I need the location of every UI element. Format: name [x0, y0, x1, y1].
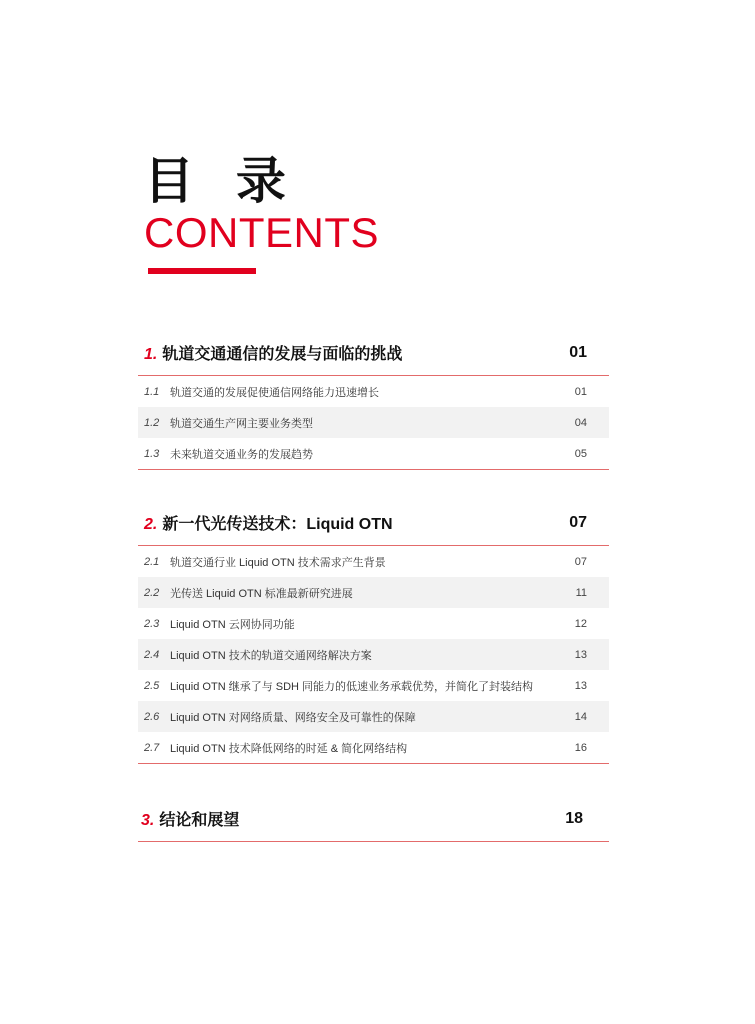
- toc-entry[interactable]: [138, 577, 609, 608]
- title-underline-bar: [148, 268, 256, 274]
- toc-entry[interactable]: [138, 546, 609, 577]
- entry-title: 轨道交通生产网主要业务类型: [170, 417, 313, 430]
- entry-title: Liquid OTN 对网络质量、网络安全及可靠性的保障: [170, 711, 416, 724]
- section-heading[interactable]: [138, 500, 609, 546]
- section-number: 2.: [144, 516, 158, 533]
- section-number: 3.: [141, 812, 155, 829]
- section-title: 新一代光传送技术：Liquid OTN: [162, 516, 393, 533]
- section-page: 07: [569, 513, 587, 531]
- entry-number: 1.3: [144, 447, 160, 460]
- toc-entry[interactable]: [138, 407, 609, 438]
- entry-page: 05: [574, 447, 587, 460]
- entry-number: 2.6: [144, 710, 160, 723]
- toc-title-english: CONTENTS: [144, 209, 379, 256]
- section-number: 1.: [144, 346, 158, 363]
- toc-entry[interactable]: [138, 670, 609, 701]
- entry-page: 13: [574, 679, 587, 692]
- entry-number: 2.2: [144, 586, 160, 599]
- toc-entry[interactable]: [138, 608, 609, 639]
- toc-section-1: [138, 330, 609, 470]
- toc-entry[interactable]: [138, 376, 609, 407]
- entry-number: 2.4: [144, 648, 160, 661]
- entry-page: 14: [574, 710, 587, 723]
- entry-page: 04: [574, 416, 587, 429]
- entry-number: 1.1: [144, 385, 160, 398]
- section-page: 01: [569, 343, 587, 361]
- entry-page: 11: [575, 586, 587, 599]
- section-title: 结论和展望: [159, 812, 240, 829]
- toc-entry[interactable]: [138, 701, 609, 732]
- entry-number: 1.2: [144, 416, 160, 429]
- entry-number: 2.7: [144, 741, 160, 754]
- entry-title: 轨道交通的发展促使通信网络能力迅速增长: [170, 386, 379, 399]
- toc-section-3: [138, 796, 609, 842]
- entry-title: 光传送 Liquid OTN 标准最新研究进展: [170, 587, 353, 600]
- entry-number: 2.1: [144, 555, 160, 568]
- toc-title-chinese: 目 录: [144, 153, 300, 209]
- section-title: 轨道交通通信的发展与面临的挑战: [162, 346, 403, 363]
- entry-number: 2.3: [144, 617, 160, 630]
- entry-title: Liquid OTN 继承了与 SDH 同能力的低速业务承载优势，并简化了封装结构: [170, 680, 534, 693]
- entry-page: 07: [574, 555, 587, 568]
- section-page: 18: [565, 809, 583, 827]
- toc-entry[interactable]: [138, 438, 609, 469]
- entry-number: 2.5: [144, 679, 160, 692]
- section-heading[interactable]: [138, 796, 609, 842]
- entry-page: 13: [574, 648, 587, 661]
- toc-entry[interactable]: [138, 639, 609, 670]
- entry-title: Liquid OTN 技术的轨道交通网络解决方案: [170, 649, 372, 662]
- entry-title: Liquid OTN 云网协同功能: [170, 618, 295, 631]
- entry-page: 01: [574, 385, 587, 398]
- toc-entry[interactable]: [138, 732, 609, 763]
- toc-section-2: [138, 500, 609, 764]
- entry-title: Liquid OTN 技术降低网络的时延 & 简化网络结构: [170, 742, 408, 755]
- section-heading[interactable]: [138, 330, 609, 376]
- entry-title: 轨道交通行业 Liquid OTN 技术需求产生背景: [170, 556, 386, 569]
- entry-page: 16: [574, 741, 587, 754]
- entry-title: 未来轨道交通业务的发展趋势: [170, 448, 313, 461]
- entry-page: 12: [574, 617, 587, 630]
